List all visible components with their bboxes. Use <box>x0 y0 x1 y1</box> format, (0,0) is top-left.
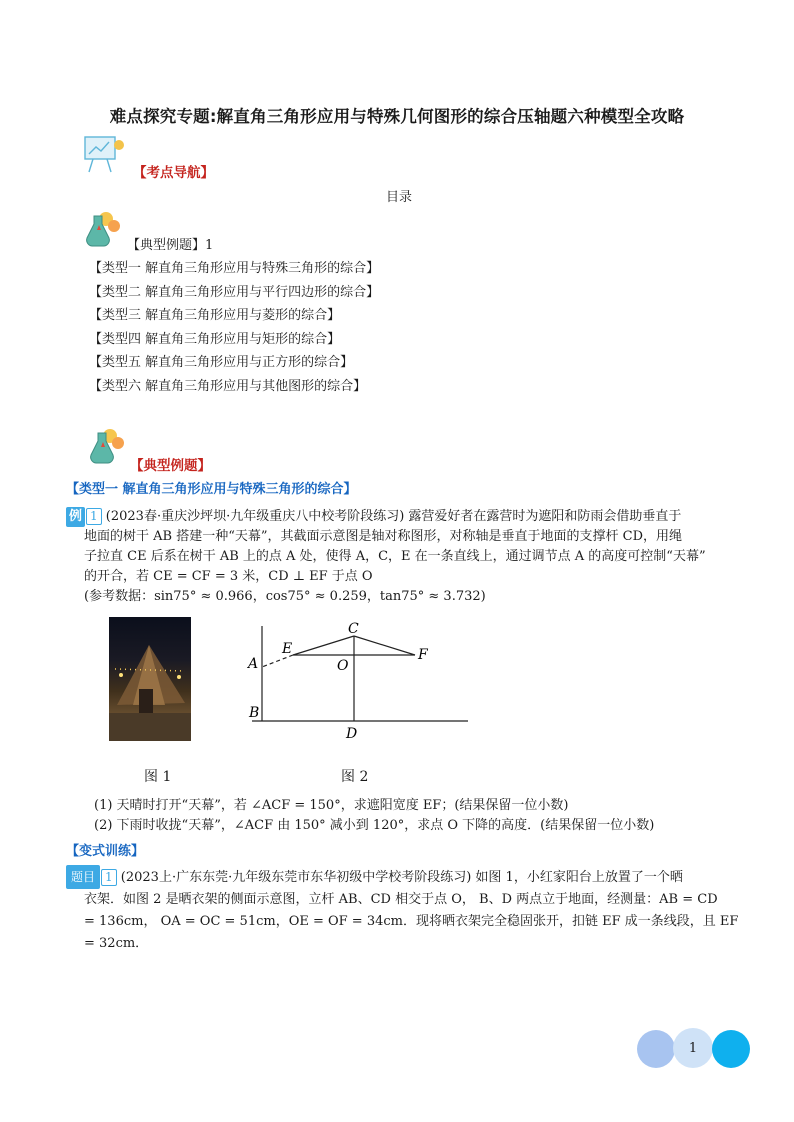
label-e: E <box>282 641 293 657</box>
question-1: (1) 天晴时打开“天幕”，若 ∠ACF = 150°，求遮阳宽度 EF；(结果保留一位小数) <box>94 798 569 813</box>
toc-item[interactable]: 【类型五 解直角三角形应用与正方形的综合】 <box>89 355 354 371</box>
tent-photo <box>109 617 191 741</box>
practice-problem-1 <box>66 865 739 955</box>
label-o: O <box>337 658 349 674</box>
label-d: D <box>346 726 358 742</box>
type1-heading: 【类型一 解直角三角形应用与特殊三角形的综合】 <box>66 482 357 497</box>
example-badge: 例 <box>66 507 85 527</box>
example-text-line: 子拉直 CE 后系在树干 AB 上的点 A 处，使得 A，C，E 在一条直线上，通过调节点 A 的高度可控制“天幕” <box>84 549 706 564</box>
flask-icon <box>82 210 122 248</box>
question-2: (2) 下雨时收拢“天幕”，∠ACF 由 150° 减小到 120°，求点 O 下降的高度．(结果保留一位小数) <box>94 818 655 833</box>
example-text-line: 地面的树干 AB 搭建一种“天幕”，其截面示意图是轴对称图形，对称轴是垂直于地面的支撑杆 CD，用绳 <box>84 529 683 544</box>
toc-example[interactable]: 【典型例题】1 <box>127 238 214 253</box>
label-a: A <box>248 656 259 672</box>
toc-title: 目录 <box>386 190 413 205</box>
decor-circle <box>637 1030 675 1068</box>
toc-item[interactable]: 【类型一 解直角三角形应用与特殊三角形的综合】 <box>89 261 380 276</box>
decor-circle <box>712 1030 750 1068</box>
geometry-diagram <box>240 618 475 743</box>
nav-heading: 【考点导航】 <box>133 165 214 181</box>
toc-item[interactable]: 【类型四 解直角三角形应用与矩形的综合】 <box>89 331 341 347</box>
practice-heading: 【变式训练】 <box>66 844 145 859</box>
example-text-line: 的开合，若 CE = CF = 3 米，CD ⊥ EF 于点 O <box>84 569 373 584</box>
label-f: F <box>418 647 428 663</box>
toc-item[interactable]: 【类型六 解直角三角形应用与其他图形的综合】 <box>89 378 367 394</box>
problem-badge: 题目 <box>66 865 100 889</box>
tent-photo-art <box>109 617 191 741</box>
flask-icon <box>86 427 126 467</box>
page-title: 难点探究专题:解直角三角形应用与特殊几何图形的综合压轴题六种模型全攻略 <box>109 107 685 126</box>
problem-number: 1 <box>101 869 117 886</box>
toc-item[interactable]: 【类型二 解直角三角形应用与平行四边形的综合】 <box>89 284 380 300</box>
label-b: B <box>249 705 260 721</box>
example-text-line: (2023春·重庆沙坪坝·九年级重庆八中校考阶段练习) 露营爱好者在露营时为遮阳和防雨会借助垂直于 <box>105 509 682 524</box>
toc-list <box>89 257 379 399</box>
example-1 <box>66 507 736 607</box>
example-number: 1 <box>86 508 102 525</box>
problem-text-line: 衣架．如图 2 是晒衣架的侧面示意图，立杆 AB、CD 相交于点 O， B、D 两点立于地面，经测量：AB = CD <box>84 892 718 907</box>
figure-2-caption: 图 2 <box>341 769 369 785</box>
page-number: 1 <box>673 1028 713 1068</box>
label-c: C <box>348 621 359 637</box>
easel-icon <box>79 135 127 175</box>
figure-1-caption: 图 1 <box>144 769 172 785</box>
reference-data: (参考数据：sin75° ≈ 0.966，cos75° ≈ 0.259，tan75° ≈ 3.732) <box>84 589 486 604</box>
problem-text-line: = 32cm． <box>84 936 149 951</box>
examples-heading: 【典型例题】 <box>130 458 211 474</box>
problem-text-line: = 136cm， OA = OC = 51cm，OE = OF = 34cm．现将晒衣架完全稳固张开，扣链 EF 成一条线段，且 EF <box>84 914 739 929</box>
problem-text-line: (2023上·广东东莞·九年级东莞市东华初级中学校考阶段练习) 如图 1，小红家阳台上放置了一个晒 <box>120 870 683 885</box>
toc-item[interactable]: 【类型三 解直角三角形应用与菱形的综合】 <box>89 308 341 324</box>
